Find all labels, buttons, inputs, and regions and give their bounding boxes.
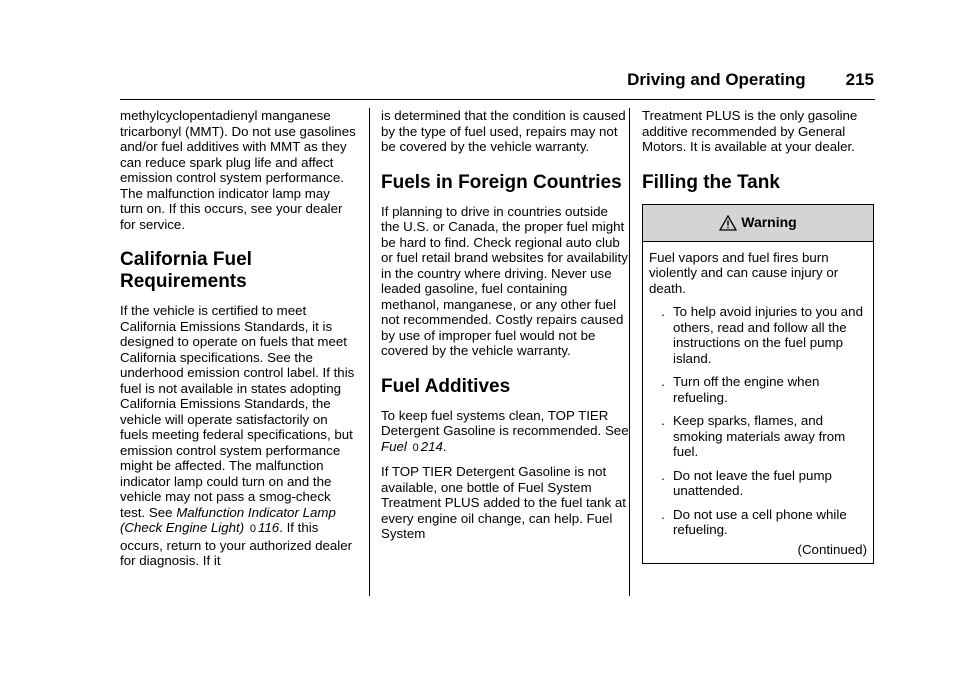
text: . <box>442 438 447 454</box>
paragraph: Treatment PLUS is the only gasoline additive recommended by General Motors. It is available at your dealer. <box>642 108 858 154</box>
page-ref-icon: 0 <box>412 441 419 454</box>
column-3 <box>642 108 877 564</box>
bullet-mark: . <box>661 506 665 522</box>
warning-triangle-icon <box>719 215 737 231</box>
bullet-text: Do not leave the fuel pump unattended. <box>673 467 832 498</box>
heading-fuel-additives: Fuel Additives <box>381 375 511 397</box>
column-divider-2 <box>629 108 630 596</box>
warning-bullet <box>653 304 867 366</box>
page-number: 215 <box>845 70 874 89</box>
paragraph <box>381 408 629 457</box>
header-rule <box>120 99 875 100</box>
paragraph: is determined that the condition is caused by the type of fuel used, repairs may not be covered by the vehicle warranty. <box>381 108 626 154</box>
bullet-mark: . <box>661 374 665 389</box>
text: . If this occurs, return to your authorized dealer for diagnosis. If it <box>120 520 353 568</box>
warning-intro: Fuel vapors and fuel fires burn violently and can cause injury or death. <box>649 249 839 296</box>
warning-title: Warning <box>741 213 797 230</box>
page-ref-number[interactable]: 116 <box>258 520 280 535</box>
bullet-text: Do not use a cell phone while refueling. <box>673 506 847 537</box>
page-ref-icon: 0 <box>249 523 256 535</box>
warning-box <box>642 204 874 565</box>
xref-fuel[interactable]: Fuel <box>381 438 407 454</box>
heading-filling-tank: Filling the Tank <box>642 171 780 193</box>
warning-bullet <box>653 374 867 405</box>
warning-bullet <box>653 413 867 460</box>
continued-label: (Continued) <box>797 541 867 557</box>
warning-bullet <box>653 468 867 499</box>
page-ref-number[interactable]: 214 <box>420 438 443 454</box>
bullet-text: Turn off the engine when refueling. <box>673 374 820 405</box>
section-title: Driving and Operating <box>627 70 806 89</box>
bullet-mark: . <box>661 413 665 428</box>
xref-malfunction-indicator-lamp[interactable]: Malfunction Indicator Lamp (Check Engine Light) <box>120 504 336 535</box>
bullet-text: To help avoid injuries to you and others, read and follow all the instructions on the fuel pump island. <box>673 304 863 366</box>
heading-fuels-foreign: Fuels in Foreign Countries <box>381 171 622 193</box>
bullet-text: Keep sparks, flames, and smoking materials away from fuel. <box>673 413 846 459</box>
warning-header <box>643 205 873 242</box>
heading-california-fuel: California Fuel Requirements <box>120 249 252 292</box>
column-2 <box>381 108 629 550</box>
text: If the vehicle is certified to meet California Emissions Standards, it is designed to operate on fuels that meet California specifications. See the underhood emission control label. If this fuel is not available in states adopting California Emissions Standards, the vehicle will operate satisfactorily on fuels meeting federal specifications, but emission control system performance might be affected. The malfunction indicator lamp could turn on and the vehicle may not pass a smog-check test. See <box>120 303 355 520</box>
paragraph <box>120 303 356 569</box>
bullet-mark: . <box>661 467 665 483</box>
page-header <box>0 70 874 90</box>
column-divider-1 <box>369 108 370 596</box>
bullet-mark: . <box>661 304 665 319</box>
column-1 <box>120 108 356 577</box>
text: To keep fuel systems clean, TOP TIER Detergent Gasoline is recommended. See <box>381 407 629 438</box>
paragraph: If TOP TIER Detergent Gasoline is not available, one bottle of Fuel System Treatment PLUS added to the fuel tank at every engine oil change, can help. Fuel System <box>381 464 626 541</box>
paragraph: If planning to drive in countries outside the U.S. or Canada, the proper fuel might be hard to find. Check regional auto club or fuel retail brand websites for availability in the country where driving. Never use leaded gasoline, fuel containing methanol, manganese, or any other fuel not recommended. Costly repairs caused by use of improper fuel would not be covered by the vehicle warranty. <box>381 203 628 358</box>
warning-body <box>643 242 873 564</box>
paragraph: methylcyclopentadienyl manganese tricarbonyl (MMT). Do not use gasolines and/or fuel additives with MMT as they can reduce spark plug life and affect emission control system performance. The malfunction indicator lamp may turn on. If this occurs, see your dealer for service. <box>120 108 356 232</box>
warning-bullet <box>653 507 867 538</box>
